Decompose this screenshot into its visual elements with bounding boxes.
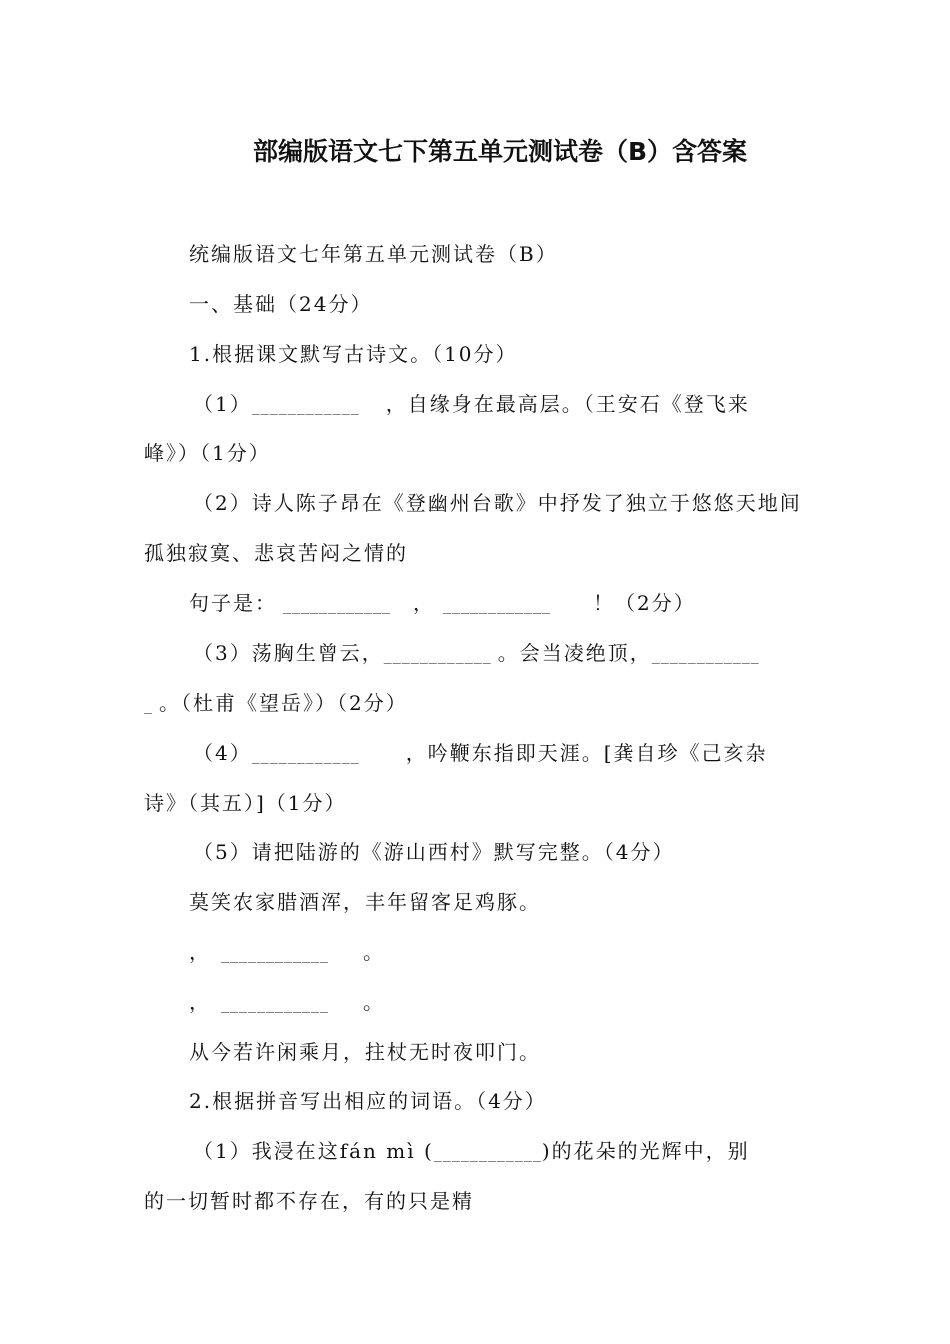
answer-blank: ____________ (383, 645, 492, 664)
question-1-item-5: （5）请把陆游的《游山西村》默写完整。（4分） (193, 840, 675, 864)
poem-line-2 (189, 936, 385, 965)
item-text: )的花朵的光辉中，别 (541, 1139, 750, 1163)
question-1-item-3-cont (144, 687, 408, 716)
answer-blank: ____________ (221, 994, 329, 1013)
question-2-item-1 (193, 1135, 750, 1164)
item-text: ， (189, 940, 211, 964)
question-1-item-2-cont: 孤独寂寞、悲哀苦闷之情的 (144, 541, 408, 565)
question-1-item-1-cont: 峰》）（1分） (144, 441, 271, 465)
item-text: ，自缘身在最高层。（王安石《登飞来 (385, 392, 750, 416)
question-1-item-2-answer (189, 587, 696, 616)
item-text: 。 (363, 990, 385, 1014)
question-1-item-4 (193, 737, 768, 766)
answer-blank: ____________ (651, 645, 760, 664)
item-text: 。会当凌绝顶， (497, 641, 652, 665)
answer-blank: ____________ (283, 595, 391, 614)
item-label: （4） (193, 741, 252, 765)
item-text: （3）荡胸生曾云， (193, 641, 384, 665)
poem-line-1: 莫笑农家腊酒浑，丰年留客足鸡豚。 (189, 890, 541, 914)
item-label: （1） (193, 392, 252, 416)
question-2: 2.根据拼音写出相应的词语。（4分） (189, 1089, 547, 1113)
question-1-item-2: （2）诗人陈子昂在《登幽州台歌》中抒发了独立于悠悠天地间 (193, 491, 802, 515)
section-heading: 一、基础（24分） (189, 292, 373, 316)
question-1-item-1 (193, 388, 750, 417)
poem-line-4: 从今若许闲乘月，拄杖无时夜叩门。 (189, 1040, 541, 1064)
answer-blank: ____________ (221, 944, 329, 963)
item-text: ！（2分） (593, 591, 696, 615)
answer-blank: ____________ (433, 1143, 542, 1162)
question-2-item-1-cont: 的一切暂时都不存在，有的只是精 (144, 1189, 474, 1213)
answer-blank: ____________ (251, 396, 360, 415)
document-title: 部编版语文七下第五单元测试卷（B）含答案 (252, 137, 748, 166)
answer-blank: ____________ (251, 745, 360, 764)
item-text: ，吟鞭东指即天涯。[龚自珍《己亥杂 (405, 741, 768, 765)
question-1-item-4-cont: 诗》（其五）]（1分） (144, 791, 347, 815)
item-text: 。（杜甫《望岳》）（2分） (159, 691, 408, 715)
exam-heading: 统编版语文七年第五单元测试卷（B） (189, 242, 558, 266)
question-1-item-3 (193, 637, 760, 666)
answer-blank: _ (144, 695, 153, 714)
answer-blank: ____________ (443, 595, 551, 614)
item-text: ， (413, 591, 435, 615)
poem-line-3 (189, 986, 385, 1015)
question-1: 1.根据课文默写古诗文。（10分） (189, 342, 518, 366)
item-text: ， (189, 990, 211, 1014)
item-text: （1）我浸在这fán mì ( (193, 1139, 434, 1163)
item-text: 。 (363, 940, 385, 964)
item-text: 句子是： (189, 591, 277, 615)
